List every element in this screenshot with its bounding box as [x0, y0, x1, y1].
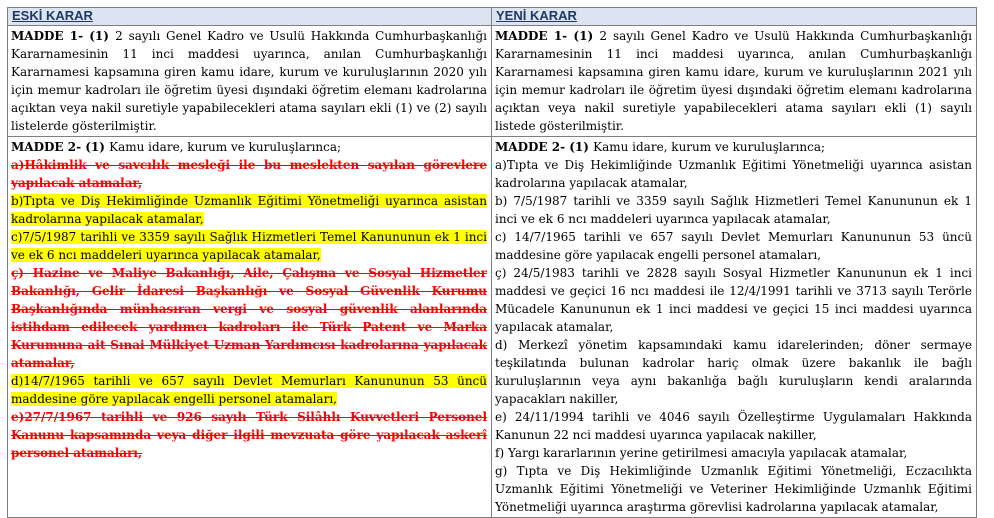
text-run: Kamu idare, kurum ve kuruluşlarınca;: [593, 140, 826, 154]
new-decision-header: YENİ KARAR: [492, 8, 977, 26]
list-item: [495, 408, 972, 444]
text-run: a)Tıpta ve Diş Hekimliğinde Uzmanlık Eğitimi Yönetmeliği uyarınca asistan kadrolarına yapılacak atamalar,: [495, 158, 972, 190]
list-item: [495, 192, 972, 228]
list-item: [495, 156, 972, 192]
text-run: 2 sayılı Genel Kadro ve Usulü Hakkında Cumhurbaşkanlığı Kararnamesinin 11 inci maddesi uyarınca, anılan Cumhurbaşkanlığı Kararnamesi kapsamına giren kamu idare, kurum ve kuruluşlarının 2021 yılı için memur kadroları ile öğretim üyesi dışındaki öğretim elemanı kadrolarına açıktan veya nakil suretiyle yapabilecekleri atama sayıları ekli (1) sayılı listede gösterilmiştir.: [495, 29, 972, 133]
article-1-row: [8, 26, 977, 137]
list-item: [495, 264, 972, 336]
highlighted-text: c)7/5/1987 tarihli ve 3359 sayılı Sağlık Hizmetleri Temel Kanununun ek 1 inci ve ek 6 ncı maddeleri uyarınca yapılacak atamalar,: [11, 230, 487, 262]
text-run: Kamu idare, kurum ve kuruluşlarınca;: [109, 140, 342, 154]
text-run: g) Tıpta ve Diş Hekimliğinde Uzmanlık Eğitimi Yönetmeliği, Eczacılıkta Uzmanlık Eğitimi Yönetmeliği ve Veteriner Hekimliğinde Uzmanlık Eğitimi Yönetmeliği uyarınca araştırma görevlisi kadrolarına yapılacak atamalar,: [495, 464, 972, 514]
deleted-text: ç) Hazine ve Maliye Bakanlığı, Aile, Çalışma ve Sosyal Hizmetler Bakanlığı, Gelir İdaresi Başkanlığı ve Sosyal Güvenlik Kurumu Başkanlığında münhasıran vergi ve sosyal güvenlik alanlarında istihdam edilecek yardımcı kadroları ile Türk Patent ve Marka Kurumuna ait Sınai Mülkiyet Uzman Yardımcısı kadrolarına yapılacak atamalar,: [11, 266, 487, 370]
list-item: [495, 228, 972, 264]
article-intro: [495, 138, 972, 156]
text-run: e) 24/11/1994 tarihli ve 4046 sayılı Özelleştirme Uygulamaları Hakkında Kanunun 22 nci maddesi uyarınca yapılacak nakiller,: [495, 410, 972, 442]
highlighted-text: b)Tıpta ve Diş Hekimliğinde Uzmanlık Eğitimi Yönetmeliği uyarınca asistan kadrolarına yapılacak atamalar,: [11, 194, 487, 226]
text-run: 2 sayılı Genel Kadro ve Usulü Hakkında Cumhurbaşkanlığı Kararnamesinin 11 inci maddesi uyarınca, anılan Cumhurbaşkanlığı Kararnamesi kapsamına giren kamu idare, kurum ve kuruluşlarının 2020 yılı için memur kadroları ile öğretim üyesi dışındaki öğretim elemanı kadrolarına açıktan veya nakil suretiyle yapabilecekleri atama sayıları ekli (1) ve (2) sayılı listelerde gösterilmiştir.: [11, 29, 487, 133]
list-item: [495, 462, 972, 516]
new-article-2: [492, 137, 977, 518]
old-article-1: [8, 26, 492, 137]
text-run: b) 7/5/1987 tarihli ve 3359 sayılı Sağlık Hizmetleri Temel Kanununun ek 1 inci ve ek 6 ncı maddeleri uyarınca yapılacak atamalar,: [495, 194, 972, 226]
article-label: MADDE 1- (1): [495, 29, 600, 43]
article-label: MADDE 2- (1): [11, 140, 110, 154]
article-label: MADDE 2- (1): [495, 140, 594, 154]
text-run: c) 14/7/1965 tarihli ve 657 sayılı Devlet Memurları Kanununun 53 üncü maddesine göre yapılacak engelli personel atamaları,: [495, 230, 972, 262]
list-item: [11, 192, 487, 228]
article-2-row: [8, 137, 977, 518]
old-article-1-text: [11, 27, 487, 135]
new-article-1-text: [495, 27, 972, 135]
list-item: [11, 156, 487, 192]
new-article-1: [492, 26, 977, 137]
article-label: MADDE 1- (1): [11, 29, 116, 43]
text-run: d) Merkezî yönetim kapsamındaki kamu idarelerinden; döner sermaye teşkilatında bulunan kadrolar hariç olmak üzere bakanlık ile bağlı kuruluşlarının veya aynı bakanlığa bağlı kuruluşların kendi aralarında yapacakları nakiller,: [495, 338, 972, 406]
text-run: ç) 24/5/1983 tarihli ve 2828 sayılı Sosyal Hizmetler Kanununun ek 1 inci maddesi ve geçici 16 ncı maddesi ile 12/4/1991 tarihli ve 3713 sayılı Terörle Mücadele Kanununun ek 1 inci maddesi ve geçici 15 inci maddesi uyarınca yapılacak atamalar,: [495, 266, 972, 334]
highlighted-text: d)14/7/1965 tarihli ve 657 sayılı Devlet Memurları Kanununun 53 üncü maddesine göre yapılacak engelli personel atamaları,: [11, 374, 487, 406]
list-item: [11, 372, 487, 408]
old-article-2: [8, 137, 492, 518]
deleted-text: e)27/7/1967 tarihli ve 926 sayılı Türk Silâhlı Kuvvetleri Personel Kanunu kapsamında veya diğer ilgili mevzuata göre yapılacak askerî personel atamaları,: [11, 410, 487, 460]
list-item: [11, 228, 487, 264]
text-run: f) Yargı kararlarının yerine getirilmesi amacıyla yapılacak atamalar,: [495, 446, 908, 460]
list-item: [495, 336, 972, 408]
article-intro: [11, 138, 487, 156]
comparison-table: [7, 7, 977, 518]
old-decision-header: ESKİ KARAR: [8, 8, 492, 26]
deleted-text: a)Hâkimlik ve savcılık mesleği ile bu meslekten sayılan görevlere yapılacak atamalar,: [11, 158, 487, 190]
list-item: [11, 264, 487, 372]
list-item: [11, 408, 487, 462]
header-row: [8, 8, 977, 26]
list-item: [495, 444, 972, 462]
